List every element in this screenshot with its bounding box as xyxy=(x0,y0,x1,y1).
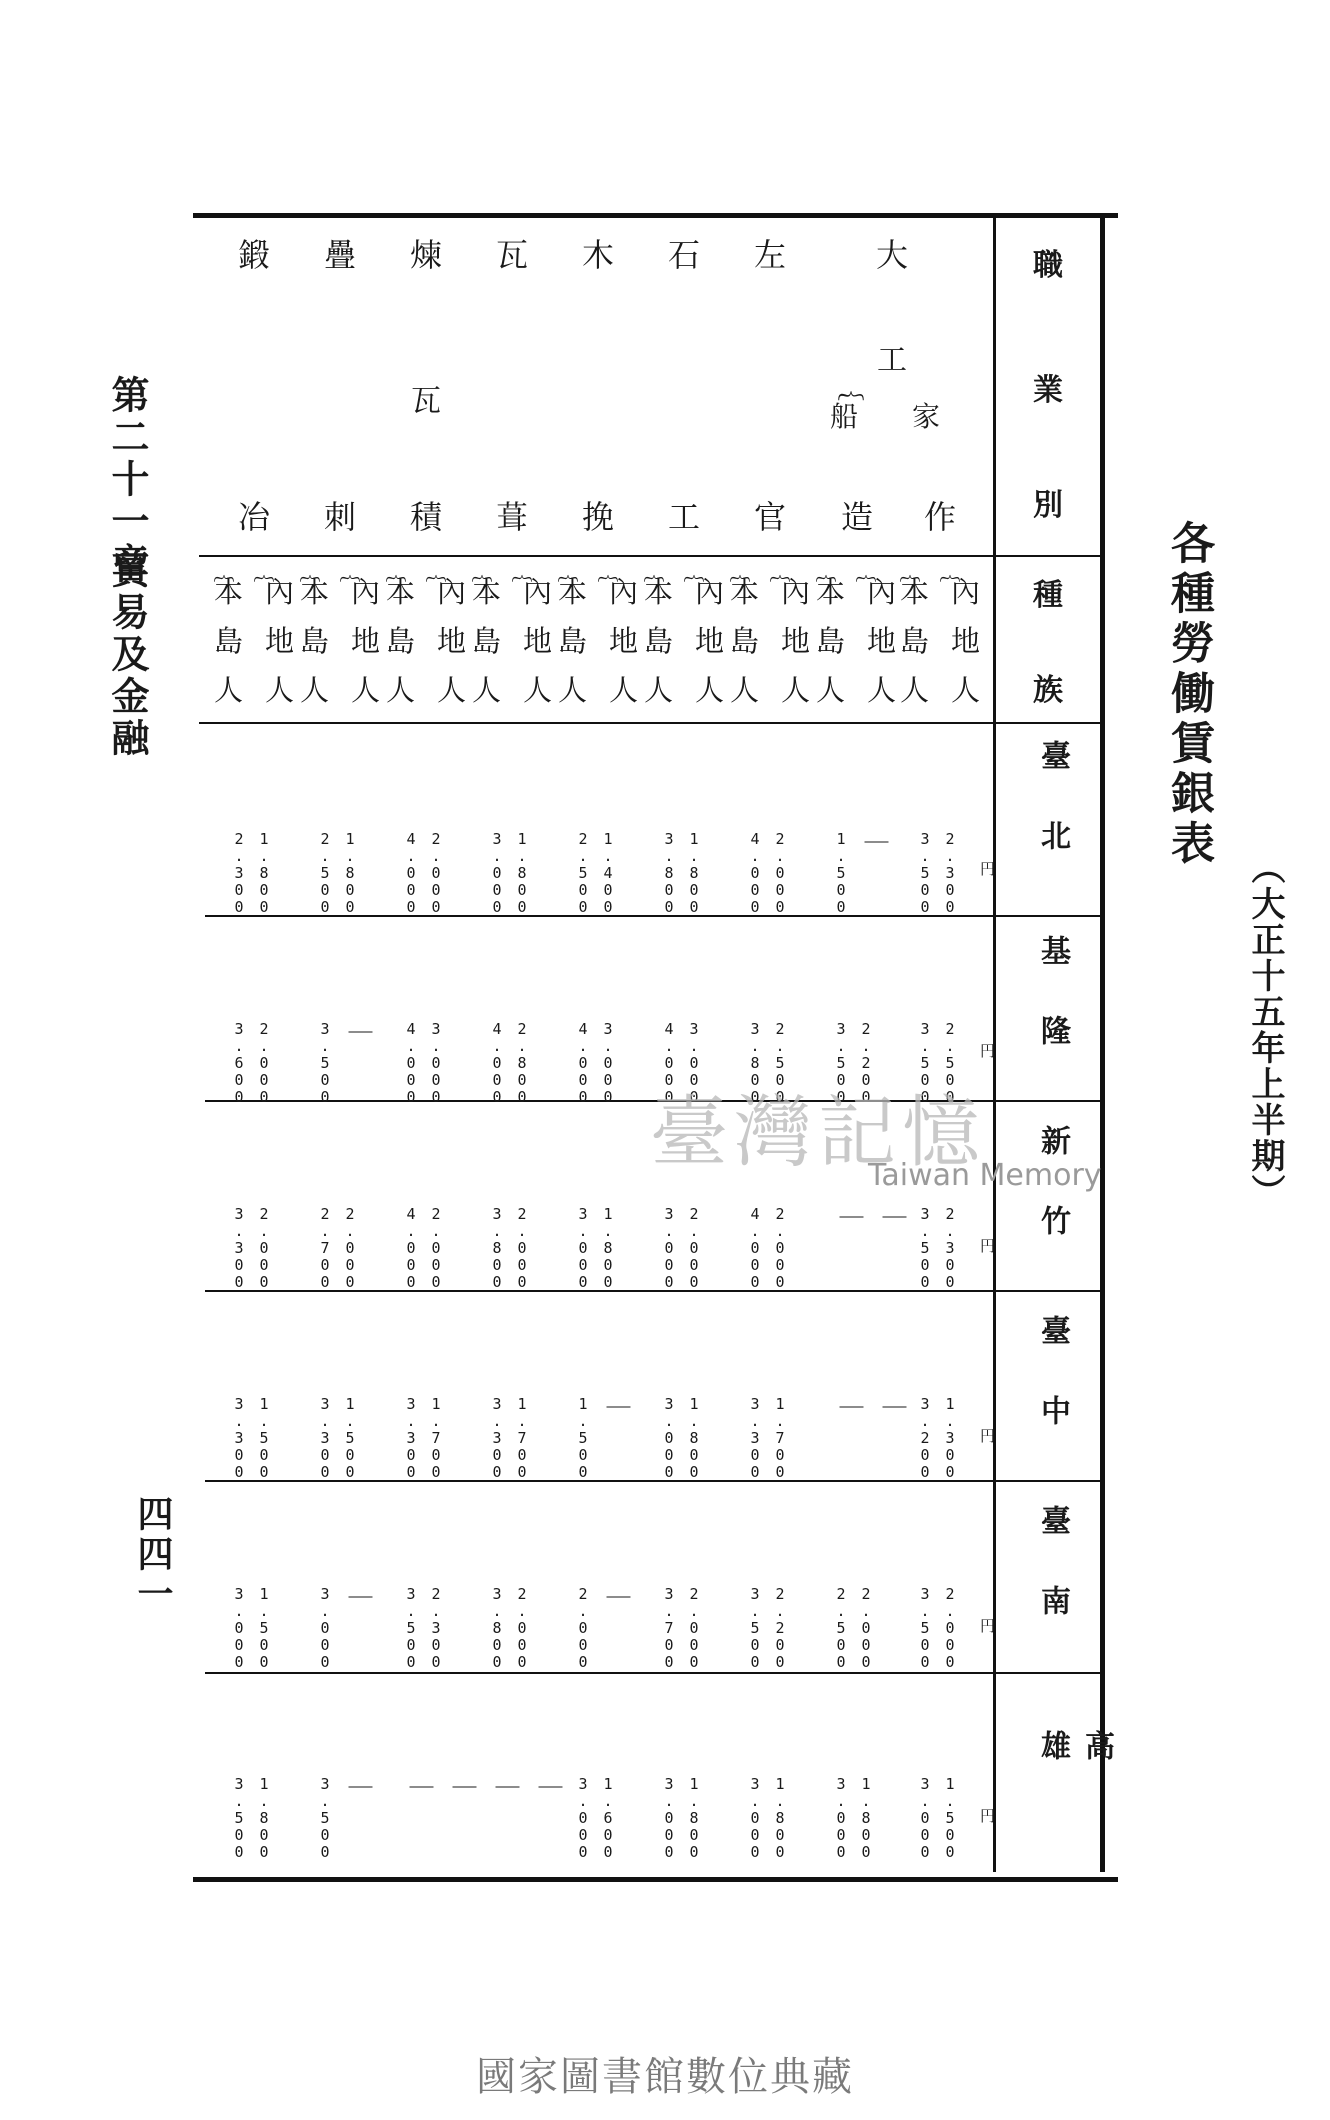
wage-cell xyxy=(832,1205,910,1229)
wage-cell xyxy=(488,1395,530,1480)
occ-smith-bot: 冶 xyxy=(237,498,270,536)
wage-value: 3.000 xyxy=(599,1020,617,1105)
wage-value: 3.000 xyxy=(832,1775,850,1860)
wage-cell xyxy=(832,830,892,915)
wage-cell xyxy=(746,1585,788,1670)
ethnicity-naichi-char: 地 xyxy=(608,624,638,658)
wage-cell xyxy=(574,1020,616,1105)
ethnicity-naichi-char: 人 xyxy=(350,673,380,707)
ethnicity-naichi-char: 地 xyxy=(780,624,810,658)
wage-value: 2.000 xyxy=(941,1585,959,1670)
wage-value: 1.700 xyxy=(513,1395,531,1480)
ethnicity-naichi-char: 內 xyxy=(350,575,380,609)
wage-value: 3.300 xyxy=(230,1395,248,1480)
wage-cell xyxy=(230,1395,272,1480)
wage-value: 3.300 xyxy=(402,1395,420,1480)
wage-cell xyxy=(746,1775,788,1860)
wage-cell xyxy=(916,830,958,915)
wage-cell xyxy=(660,1775,702,1860)
ethnicity-honto-char: 島 xyxy=(214,624,244,658)
wage-value: 3.500 xyxy=(916,830,934,915)
ethnicity-naichi-char: 地 xyxy=(866,624,896,658)
wage-value: ｜ xyxy=(878,1395,906,1419)
ethnicity-naichi-char: 內 xyxy=(436,575,466,609)
wage-cell xyxy=(660,1585,702,1670)
wage-value: 3.000 xyxy=(574,1775,592,1860)
wage-value: 2.000 xyxy=(771,1205,789,1290)
wage-value: 2.000 xyxy=(685,1585,703,1670)
ethnicity-naichi-char: 內 xyxy=(608,575,638,609)
wage-value: 1.400 xyxy=(599,830,617,915)
ethnicity-naichi-char: 地 xyxy=(264,624,294,658)
wage-cell xyxy=(230,830,272,915)
ethnicity-label-2: 族 xyxy=(1033,673,1063,708)
watermark-text: Taiwan Memory xyxy=(868,1158,1102,1193)
footer-credit: 國家圖書館數位典藏 xyxy=(476,2054,854,2100)
wage-value: ｜ xyxy=(344,1585,372,1609)
ethnicity-honto-char: 人 xyxy=(730,673,760,707)
wage-value: 3.200 xyxy=(916,1395,934,1480)
ethnicity-honto-char: 島 xyxy=(472,624,502,658)
brace-icon: ︷︷ xyxy=(472,560,552,584)
wage-cell xyxy=(746,1205,788,1290)
wage-value: 3.300 xyxy=(230,1205,248,1290)
brace-icon: ︷︷ xyxy=(386,560,466,584)
yen-unit-taipei: 円 xyxy=(980,860,996,878)
wage-value: 4.000 xyxy=(402,830,420,915)
ethnicity-label-pair xyxy=(644,560,724,717)
wage-value: 2.500 xyxy=(941,1020,959,1105)
table-right-border xyxy=(1100,213,1105,1872)
wage-value: 3.300 xyxy=(488,1395,506,1480)
wage-cell xyxy=(402,1585,444,1670)
wage-value: 3.800 xyxy=(746,1020,764,1105)
wage-value: 3.000 xyxy=(660,1395,678,1480)
wage-cell xyxy=(574,1775,616,1860)
ethnicity-divider xyxy=(199,722,993,724)
ethnicity-naichi-char: 地 xyxy=(436,624,466,658)
wage-value: 2.000 xyxy=(857,1585,875,1670)
wage-value: 4.000 xyxy=(746,1205,764,1290)
wage-value: ｜ xyxy=(602,1585,630,1609)
ethnicity-honto-char: 人 xyxy=(900,673,930,707)
ethnicity-naichi-char: 人 xyxy=(780,673,810,707)
occ-mason-bot: 工 xyxy=(667,498,700,536)
wage-value: 3.500 xyxy=(746,1585,764,1670)
ethnicity-label-pair xyxy=(558,560,638,717)
wage-value: 3.000 xyxy=(660,1205,678,1290)
wage-value: 4.000 xyxy=(574,1020,592,1105)
occ-plasterer-bot: 官 xyxy=(753,498,786,536)
wage-value: 2.000 xyxy=(513,1205,531,1290)
wage-cell xyxy=(574,1395,634,1480)
wage-value: 1.500 xyxy=(574,1395,592,1480)
wage-value: 1.500 xyxy=(255,1585,273,1670)
wage-cell xyxy=(660,830,702,915)
city-taipei: 臺北 xyxy=(1035,740,1070,900)
wage-value: ｜ xyxy=(835,1205,863,1229)
occ-mason-top: 石 xyxy=(667,236,700,274)
occupation-label-2: 業 xyxy=(1033,373,1063,408)
wage-value: 3.800 xyxy=(488,1205,506,1290)
wage-value: ｜ xyxy=(344,1020,372,1044)
wage-value: ｜ xyxy=(448,1775,476,1799)
wage-value: 1.500 xyxy=(341,1395,359,1480)
ethnicity-naichi-char: 人 xyxy=(264,673,294,707)
ethnicity-honto-char: 島 xyxy=(300,624,330,658)
wage-value: 2.000 xyxy=(771,830,789,915)
ethnicity-honto-char: 人 xyxy=(644,673,674,707)
wage-value: 4.000 xyxy=(746,830,764,915)
ethnicity-honto-char: 人 xyxy=(816,673,846,707)
wage-value: 1.600 xyxy=(599,1775,617,1860)
wage-cell xyxy=(316,1205,358,1290)
wage-cell xyxy=(916,1205,958,1290)
occ-carpenter-mid: 工 xyxy=(877,343,907,378)
ethnicity-honto-char: 本 xyxy=(558,575,588,609)
wage-value: 3.600 xyxy=(230,1020,248,1105)
wage-value: 2.500 xyxy=(832,1585,850,1670)
wage-value: ｜ xyxy=(491,1775,519,1799)
table-period: （大正十五年上半期） xyxy=(1245,850,1285,1210)
wage-cell xyxy=(230,1205,272,1290)
wage-value: 1.300 xyxy=(941,1395,959,1480)
wage-value: 3.500 xyxy=(316,1020,334,1105)
ethnicity-label-1: 種 xyxy=(1033,578,1063,613)
ethnicity-naichi-char: 內 xyxy=(950,575,980,609)
wage-value: 3.000 xyxy=(427,1020,445,1105)
brace-icon: ︷︷ xyxy=(214,560,294,584)
wage-cell xyxy=(660,1395,702,1480)
ethnicity-naichi-char: 人 xyxy=(522,673,552,707)
ethnicity-honto-char: 人 xyxy=(300,673,330,707)
wage-value: 2.300 xyxy=(941,830,959,915)
yen-unit-keelung: 円 xyxy=(980,1042,996,1060)
wage-value: ｜ xyxy=(344,1775,372,1799)
wage-cell xyxy=(660,1205,702,1290)
ethnicity-honto-char: 人 xyxy=(214,673,244,707)
ethnicity-naichi-char: 內 xyxy=(522,575,552,609)
wage-cell xyxy=(402,1205,444,1290)
ethnicity-honto-char: 本 xyxy=(300,575,330,609)
occ-carpenter-house: 家 xyxy=(912,400,941,433)
wage-value: ｜ xyxy=(405,1775,433,1799)
occ-carpenter-ship: 船 xyxy=(830,400,859,433)
ethnicity-honto-char: 本 xyxy=(730,575,760,609)
wage-cell xyxy=(230,1775,272,1860)
wage-cell xyxy=(916,1775,958,1860)
city-keelung: 基隆 xyxy=(1035,935,1070,1095)
ethnicity-label-pair xyxy=(300,560,380,717)
wage-value: 3.300 xyxy=(746,1395,764,1480)
occ-roofer-top: 瓦 xyxy=(495,236,528,274)
wage-value: 3.500 xyxy=(316,1775,334,1860)
wage-value: 2.300 xyxy=(230,830,248,915)
ethnicity-honto-char: 本 xyxy=(644,575,674,609)
occ-bricklayer-mid: 瓦 xyxy=(411,384,441,419)
ethnicity-label-pair xyxy=(730,560,810,717)
ethnicity-honto-char: 島 xyxy=(558,624,588,658)
occ-tatami-bot: 刺 xyxy=(323,498,356,536)
ethnicity-label-pair xyxy=(472,560,552,717)
brace-icon: ︷︷ xyxy=(300,560,380,584)
watermark-logo: 臺灣記憶 xyxy=(650,1088,987,1178)
ethnicity-honto-char: 島 xyxy=(816,624,846,658)
wage-value: 1.800 xyxy=(513,830,531,915)
wage-value: 4.000 xyxy=(402,1205,420,1290)
wage-value: 2.800 xyxy=(513,1020,531,1105)
wage-cell xyxy=(832,1395,910,1419)
ethnicity-naichi-char: 地 xyxy=(694,624,724,658)
wage-cell xyxy=(402,1020,444,1105)
wage-value: 3.800 xyxy=(488,1585,506,1670)
wage-value: 3.500 xyxy=(230,1775,248,1860)
yen-unit-tainan: 円 xyxy=(980,1617,996,1635)
ethnicity-naichi-char: 地 xyxy=(950,624,980,658)
city-kaohsiung: 高雄 xyxy=(1035,1730,1114,1820)
wage-value: 3.000 xyxy=(660,1775,678,1860)
city-taichung: 臺中 xyxy=(1035,1315,1070,1475)
table-title: 各種勞働賃銀表 xyxy=(1163,520,1214,870)
wage-cell xyxy=(488,1585,530,1670)
wage-cell xyxy=(916,1585,958,1670)
occ-bricklayer-bot: 積 xyxy=(409,498,442,536)
chapter-heading: 第二十一章 xyxy=(105,375,150,585)
ethnicity-honto-char: 人 xyxy=(558,673,588,707)
city-hsinchu: 新竹 xyxy=(1035,1125,1070,1285)
ethnicity-honto-char: 本 xyxy=(816,575,846,609)
yen-unit-taichung: 円 xyxy=(980,1427,996,1445)
wage-value: 3.000 xyxy=(746,1775,764,1860)
occ-sawyer-bot: 挽 xyxy=(581,498,614,536)
wage-value: 2.700 xyxy=(316,1205,334,1290)
wage-value: 3.500 xyxy=(916,1020,934,1105)
wage-value: 3.800 xyxy=(660,830,678,915)
wage-cell xyxy=(916,1395,958,1480)
wage-value: 2.000 xyxy=(341,1205,359,1290)
wage-value: 1.800 xyxy=(255,1775,273,1860)
chapter-subtitle: 貿易及金融 xyxy=(105,550,150,760)
wage-value: 3.300 xyxy=(316,1395,334,1480)
ethnicity-honto-char: 島 xyxy=(730,624,760,658)
brace-icon: ︷︷ xyxy=(816,560,896,584)
wage-cell xyxy=(746,1395,788,1480)
wage-value: 4.000 xyxy=(660,1020,678,1105)
wage-value: 3.000 xyxy=(685,1020,703,1105)
wage-value: 3.000 xyxy=(316,1585,334,1670)
occ-bricklayer-top: 煉 xyxy=(409,236,442,274)
wage-cell xyxy=(402,830,444,915)
city-tainan: 臺南 xyxy=(1035,1505,1070,1665)
ethnicity-naichi-char: 人 xyxy=(608,673,638,707)
wage-cell xyxy=(230,1020,272,1105)
ethnicity-naichi-char: 人 xyxy=(694,673,724,707)
ethnicity-honto-char: 人 xyxy=(472,673,502,707)
ethnicity-naichi-char: 地 xyxy=(350,624,380,658)
ethnicity-honto-char: 島 xyxy=(900,624,930,658)
wage-value: 3.500 xyxy=(402,1585,420,1670)
wage-cell xyxy=(402,1775,480,1799)
wage-cell xyxy=(574,1205,616,1290)
wage-value: 2.300 xyxy=(941,1205,959,1290)
ethnicity-label-pair xyxy=(816,560,896,717)
wage-value: 2.000 xyxy=(255,1205,273,1290)
occ-tatami-top: 疊 xyxy=(323,236,356,274)
wage-value: 2.000 xyxy=(685,1205,703,1290)
wage-value: 1.800 xyxy=(771,1775,789,1860)
ethnicity-honto-char: 本 xyxy=(214,575,244,609)
wage-value: 2.000 xyxy=(513,1585,531,1670)
ethnicity-naichi-char: 內 xyxy=(780,575,810,609)
brace-icon: ︷︷ xyxy=(730,560,810,584)
wage-cell xyxy=(316,1775,376,1860)
brace-icon: ︷︷ xyxy=(558,560,638,584)
wage-cell xyxy=(488,1205,530,1290)
wage-value: ｜ xyxy=(878,1205,906,1229)
wage-value: 3.500 xyxy=(916,1205,934,1290)
wage-cell xyxy=(316,1585,376,1670)
wage-value: 1.800 xyxy=(599,1205,617,1290)
wage-value: 3.500 xyxy=(832,1020,850,1105)
ethnicity-label-pair xyxy=(386,560,466,717)
ethnicity-naichi-char: 人 xyxy=(866,673,896,707)
wage-cell xyxy=(316,1020,376,1105)
ethnicity-honto-char: 本 xyxy=(900,575,930,609)
wage-value: 3.500 xyxy=(916,1585,934,1670)
wage-value: 2.000 xyxy=(427,1205,445,1290)
wage-value: 1.800 xyxy=(857,1775,875,1860)
wage-value: 2.200 xyxy=(857,1020,875,1105)
wage-value: 1.800 xyxy=(341,830,359,915)
wage-value: ｜ xyxy=(835,1395,863,1419)
wage-cell xyxy=(316,830,358,915)
wage-cell xyxy=(832,1775,874,1860)
wage-cell xyxy=(746,830,788,915)
ethnicity-label-pair xyxy=(900,560,980,717)
wage-value: 3.000 xyxy=(916,1775,934,1860)
wage-value: 1.700 xyxy=(427,1395,445,1480)
yen-unit-kaohsiung: 円 xyxy=(980,1807,996,1825)
wage-value: 3.700 xyxy=(660,1585,678,1670)
wage-cell xyxy=(488,1775,566,1799)
occ-plasterer-top: 左 xyxy=(753,236,786,274)
ethnicity-honto-char: 島 xyxy=(386,624,416,658)
wage-value: 2.500 xyxy=(771,1020,789,1105)
wage-value: 1.800 xyxy=(685,1395,703,1480)
wage-value: 1.800 xyxy=(685,1775,703,1860)
wage-value: 2.300 xyxy=(427,1585,445,1670)
ethnicity-naichi-char: 內 xyxy=(866,575,896,609)
wage-cell xyxy=(402,1395,444,1480)
wage-value: 2.500 xyxy=(574,830,592,915)
wage-value: 1.500 xyxy=(941,1775,959,1860)
wage-value: 2.200 xyxy=(771,1585,789,1670)
wage-value: 4.000 xyxy=(488,1020,506,1105)
yen-unit-hsinchu: 円 xyxy=(980,1237,996,1255)
brace-carpenter: ︷ xyxy=(838,374,865,404)
occupation-label-3: 別 xyxy=(1033,488,1063,523)
occ-sawyer-top: 木 xyxy=(581,236,614,274)
wage-value: 2.500 xyxy=(316,830,334,915)
ethnicity-naichi-char: 內 xyxy=(694,575,724,609)
wage-value: 1.800 xyxy=(685,830,703,915)
wage-value: 4.000 xyxy=(402,1020,420,1105)
page-number: 四四一 xyxy=(132,1495,174,1615)
occ-carpenter-top: 大 xyxy=(875,236,908,274)
wage-value: 1.700 xyxy=(771,1395,789,1480)
occupation-label-1: 職 xyxy=(1033,248,1063,283)
wage-value: 2.000 xyxy=(255,1020,273,1105)
occ-smith-top: 鍛 xyxy=(237,236,270,274)
wage-cell xyxy=(488,1020,530,1105)
wage-cell xyxy=(832,1585,874,1670)
ethnicity-naichi-char: 地 xyxy=(522,624,552,658)
ethnicity-honto-char: 本 xyxy=(386,575,416,609)
ethnicity-honto-char: 人 xyxy=(386,673,416,707)
wage-value: 1.800 xyxy=(255,830,273,915)
wage-value: ｜ xyxy=(534,1775,562,1799)
wage-cell xyxy=(230,1585,272,1670)
occ-carpenter-bot-a: 作 xyxy=(923,498,956,536)
occ-roofer-bot: 葺 xyxy=(495,498,528,536)
wage-cell xyxy=(316,1395,358,1480)
wage-value: 3.000 xyxy=(230,1585,248,1670)
wage-value: 1.500 xyxy=(832,830,850,915)
wage-value: 2.000 xyxy=(427,830,445,915)
ethnicity-naichi-char: 人 xyxy=(950,673,980,707)
wage-cell xyxy=(574,1585,634,1670)
ethnicity-naichi-char: 人 xyxy=(436,673,466,707)
wage-value: 3.000 xyxy=(488,830,506,915)
wage-cell xyxy=(488,830,530,915)
wage-value: ｜ xyxy=(860,830,888,854)
brace-icon: ︷︷ xyxy=(900,560,980,584)
wage-value: 2.000 xyxy=(574,1585,592,1670)
wage-cell xyxy=(574,830,616,915)
ethnicity-naichi-char: 內 xyxy=(264,575,294,609)
wage-value: 3.000 xyxy=(574,1205,592,1290)
brace-icon: ︷︷ xyxy=(644,560,724,584)
ethnicity-honto-char: 島 xyxy=(644,624,674,658)
ethnicity-honto-char: 本 xyxy=(472,575,502,609)
ethnicity-label-pair xyxy=(214,560,294,717)
wage-value: ｜ xyxy=(602,1395,630,1419)
wage-value: 1.500 xyxy=(255,1395,273,1480)
occ-carpenter-bot-b: 造 xyxy=(840,498,873,536)
